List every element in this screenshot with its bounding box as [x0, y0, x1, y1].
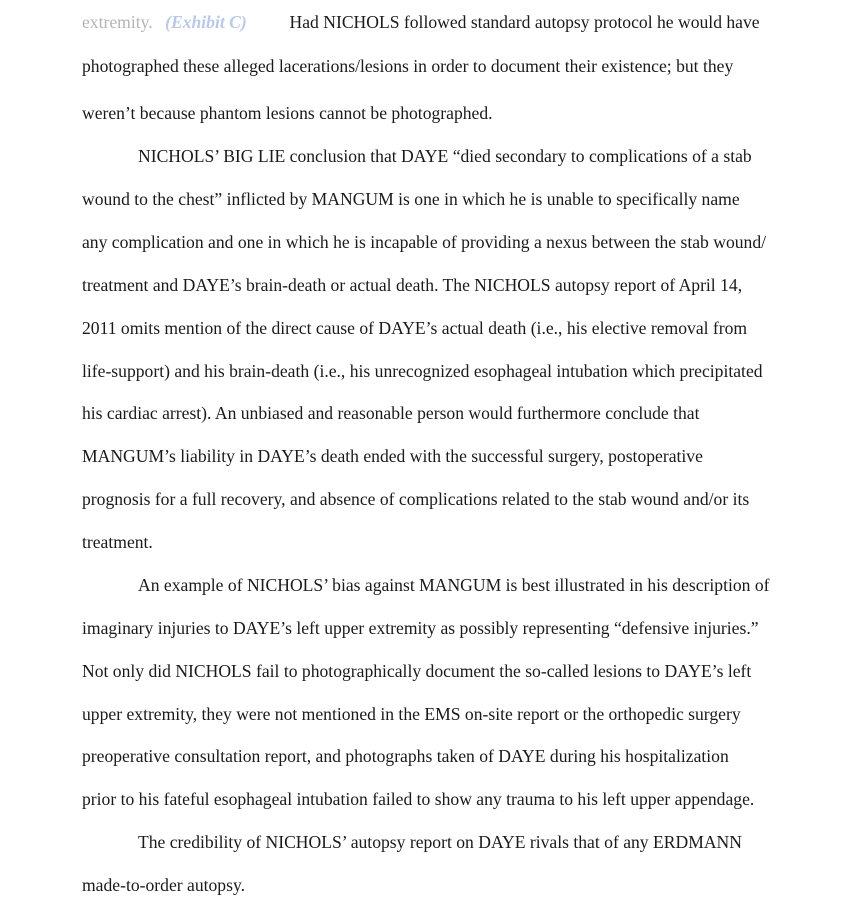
faded-text: extremity. — [82, 12, 153, 32]
text-line-2: photographed these alleged lacerations/lesions in order to document their existence; but they — [82, 56, 734, 76]
text-line-16: Not only did NICHOLS fail to photographically document the so-called lesions to DAYE’s left — [82, 661, 752, 681]
exhibit-reference-link[interactable]: (Exhibit C) — [165, 12, 247, 32]
paragraph-start-credibility: The credibility of NICHOLS’ autopsy report on DAYE rivals that of any ERDMANN — [138, 832, 742, 852]
text-line-21: made-to-order autopsy. — [82, 875, 246, 895]
text-line-7: treatment and DAYE’s brain-death or actual death. The NICHOLS autopsy report of April 14, — [82, 275, 743, 295]
text-line-15: imaginary injuries to DAYE’s left upper extremity as possibly representing “defensive injuries.” — [82, 618, 759, 638]
line-text: Had NICHOLS followed standard autopsy protocol he would have — [289, 12, 760, 32]
text-line-6: any complication and one in which he is incapable of providing a nexus between the stab wound/ — [82, 232, 767, 252]
text-line-18: preoperative consultation report, and photographs taken of DAYE during his hospitalization — [82, 746, 729, 766]
text-line-9: life-support) and his brain-death (i.e., his unrecognized esophageal intubation which precipitated — [82, 361, 763, 381]
text-line-1 — [82, 14, 760, 32]
text-line-17: upper extremity, they were not mentioned in the EMS on-site report or the orthopedic surgery — [82, 704, 741, 724]
text-line-5: wound to the chest” inflicted by MANGUM is one in which he is unable to specifically name — [82, 189, 740, 209]
text-line-13: treatment. — [82, 532, 153, 552]
paragraph-start-big-lie: NICHOLS’ BIG LIE conclusion that DAYE “died secondary to complications of a stab — [138, 146, 752, 166]
paragraph-start-example: An example of NICHOLS’ bias against MANGUM is best illustrated in his description of — [138, 575, 770, 595]
text-line-11: MANGUM’s liability in DAYE’s death ended with the successful surgery, postoperative — [82, 446, 703, 466]
text-line-10: his cardiac arrest). An unbiased and reasonable person would furthermore conclude that — [82, 403, 700, 423]
text-line-12: prognosis for a full recovery, and absence of complications related to the stab wound and/or its — [82, 489, 750, 509]
text-line-3: weren’t because phantom lesions cannot be photographed. — [82, 103, 493, 123]
text-line-19: prior to his fateful esophageal intubation failed to show any trauma to his left upper appendage. — [82, 789, 755, 809]
text-line-8: 2011 omits mention of the direct cause of DAYE’s actual death (i.e., his elective removal from — [82, 318, 748, 338]
